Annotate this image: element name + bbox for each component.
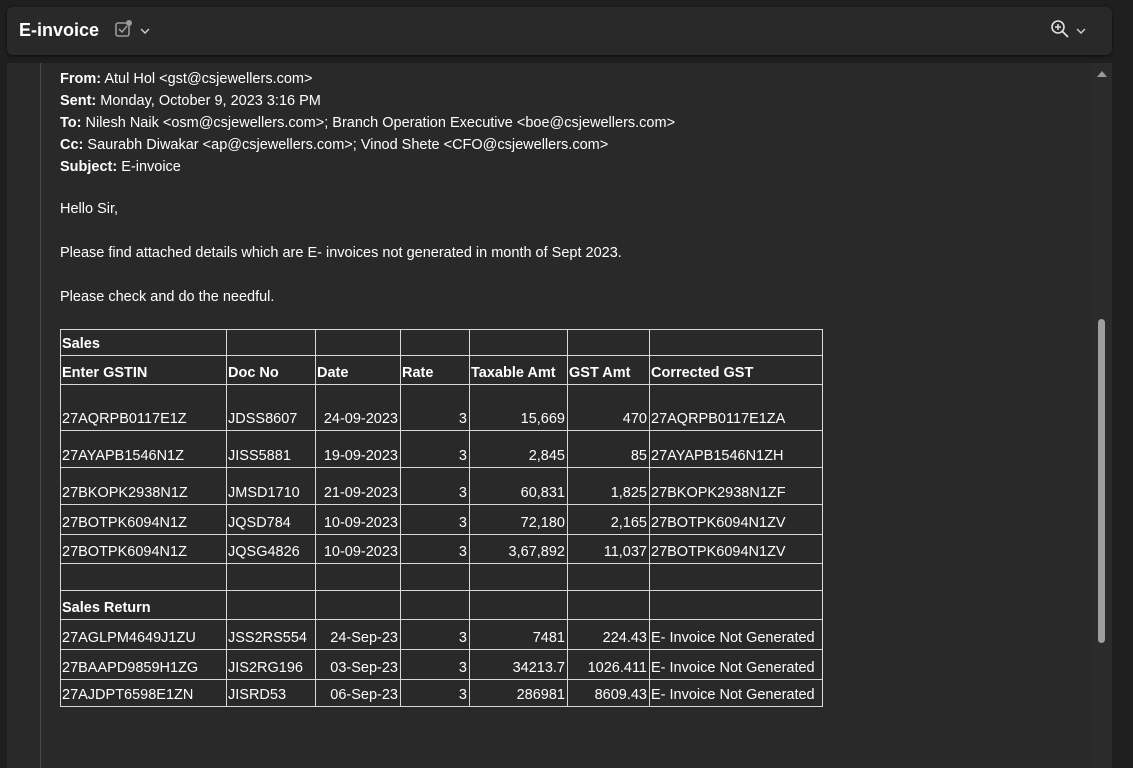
table-cell: 3: [401, 535, 470, 564]
table-cell: E- Invoice Not Generated: [650, 620, 823, 650]
table-cell: 11,037: [568, 535, 650, 564]
message-title: E-invoice: [19, 20, 100, 40]
sent-line: [60, 90, 675, 112]
table-cell: E- Invoice Not Generated: [650, 680, 823, 707]
table-row: [61, 620, 823, 650]
header-cell: Date: [316, 356, 401, 385]
table-cell: 24-09-2023: [316, 385, 401, 431]
table-cell: 3: [401, 620, 470, 650]
chevron-down-icon: [1076, 26, 1086, 36]
to-line: [60, 112, 675, 134]
body-paragraph-1: Please find attached details which are E- invoices not generated in month of Sept 2023.: [60, 245, 622, 261]
table-cell: 60,831: [470, 468, 568, 505]
table-cell: JMSD1710: [227, 468, 316, 505]
subject-line: [60, 156, 675, 178]
table-cell: 27BOTPK6094N1Z: [61, 505, 227, 535]
subject-value: E-invoice: [121, 159, 181, 175]
cc-line: [60, 134, 675, 156]
table-row: [61, 431, 823, 468]
table-header-row: [61, 356, 823, 385]
table-cell: 72,180: [470, 505, 568, 535]
header-cell: Doc No: [227, 356, 316, 385]
table-row: [61, 535, 823, 564]
table-cell: 1026.411: [568, 650, 650, 680]
table-cell: JISS5881: [227, 431, 316, 468]
table-cell: 10-09-2023: [316, 505, 401, 535]
table-cell: 21-09-2023: [316, 468, 401, 505]
table-cell: 286981: [470, 680, 568, 707]
table-cell: 27BOTPK6094N1ZV: [650, 535, 823, 564]
header-cell: Enter GSTIN: [61, 356, 227, 385]
cc-value: Saurabh Diwakar <ap@csjewellers.com>; Vinod Shete <CFO@csjewellers.com>: [87, 137, 609, 153]
tag-check-icon: [114, 19, 134, 44]
table-row: [61, 330, 823, 356]
from-line: [60, 68, 675, 90]
header-cell: Rate: [401, 356, 470, 385]
table-row: [61, 505, 823, 535]
table-cell: JQSD784: [227, 505, 316, 535]
quote-divider: [40, 63, 41, 768]
table-cell: 27BKOPK2938N1ZF: [650, 468, 823, 505]
table-cell: 27AQRPB0117E1Z: [61, 385, 227, 431]
table-cell: 2,165: [568, 505, 650, 535]
table-row: [61, 564, 823, 591]
table-cell: 06-Sep-23: [316, 680, 401, 707]
from-value: Atul Hol <gst@csjewellers.com>: [104, 71, 313, 87]
subject-label: Subject:: [60, 159, 118, 175]
table-cell: 27BKOPK2938N1Z: [61, 468, 227, 505]
table-cell: 27AYAPB1546N1ZH: [650, 431, 823, 468]
table-cell: 27AJDPT6598E1ZN: [61, 680, 227, 707]
table-cell: 03-Sep-23: [316, 650, 401, 680]
table-cell: JQSG4826: [227, 535, 316, 564]
table-cell: 3: [401, 680, 470, 707]
vertical-scrollbar[interactable]: [1092, 63, 1112, 768]
table-row: [61, 680, 823, 707]
table-cell: 2,845: [470, 431, 568, 468]
table-cell: 19-09-2023: [316, 431, 401, 468]
table-cell: 85: [568, 431, 650, 468]
table-cell: E- Invoice Not Generated: [650, 650, 823, 680]
table-cell: 27AQRPB0117E1ZA: [650, 385, 823, 431]
greeting: Hello Sir,: [60, 201, 119, 217]
table-row: [61, 650, 823, 680]
section-title-sales: Sales: [61, 330, 227, 356]
sent-value: Monday, October 9, 2023 3:16 PM: [100, 93, 321, 109]
to-label: To:: [60, 115, 82, 131]
header-cell: Corrected GST: [650, 356, 823, 385]
body-paragraph-2: Please check and do the needful.: [60, 289, 275, 305]
table-cell: JSS2RS554: [227, 620, 316, 650]
table-cell: 3: [401, 431, 470, 468]
header-cell: Taxable Amt: [470, 356, 568, 385]
table-cell: 7481: [470, 620, 568, 650]
table-row: [61, 468, 823, 505]
table-cell: JDSS8607: [227, 385, 316, 431]
zoom-in-icon: [1050, 19, 1070, 44]
cc-label: Cc:: [60, 137, 84, 153]
table-cell: 8609.43: [568, 680, 650, 707]
quoted-message: [60, 68, 675, 308]
table-cell: 27BOTPK6094N1Z: [61, 535, 227, 564]
table-cell: 224.43: [568, 620, 650, 650]
categorize-button[interactable]: [114, 18, 150, 44]
table-cell: 3: [401, 468, 470, 505]
table-cell: 3: [401, 650, 470, 680]
section-title-sales-return: Sales Return: [61, 591, 227, 620]
scroll-up-icon[interactable]: [1097, 71, 1107, 77]
from-label: From:: [60, 71, 102, 87]
table-cell: 470: [568, 385, 650, 431]
table-cell: 27BOTPK6094N1ZV: [650, 505, 823, 535]
table-cell: 27AGLPM4649J1ZU: [61, 620, 227, 650]
table-cell: 15,669: [470, 385, 568, 431]
table-cell: 1,825: [568, 468, 650, 505]
table-row: [61, 385, 823, 431]
table-cell: 10-09-2023: [316, 535, 401, 564]
zoom-button[interactable]: [1050, 18, 1086, 44]
table-cell: 27BAAPD9859H1ZG: [61, 650, 227, 680]
table-cell: 34213.7: [470, 650, 568, 680]
table-cell: JISRD53: [227, 680, 316, 707]
header-cell: GST Amt: [568, 356, 650, 385]
message-body-pane: [7, 63, 1112, 768]
table-cell: JIS2RG196: [227, 650, 316, 680]
table-row: [61, 591, 823, 620]
to-value: Nilesh Naik <osm@csjewellers.com>; Branch Operation Executive <boe@csjewellers.com>: [85, 115, 676, 131]
table-cell: 3: [401, 385, 470, 431]
table-cell: 24-Sep-23: [316, 620, 401, 650]
chevron-down-icon: [140, 26, 150, 36]
table-cell: 3,67,892: [470, 535, 568, 564]
table-cell: 27AYAPB1546N1Z: [61, 431, 227, 468]
table-cell: 3: [401, 505, 470, 535]
sent-label: Sent:: [60, 93, 97, 109]
reading-pane-header: [7, 7, 1112, 55]
scrollbar-thumb[interactable]: [1098, 319, 1105, 643]
invoice-table: [60, 329, 823, 707]
